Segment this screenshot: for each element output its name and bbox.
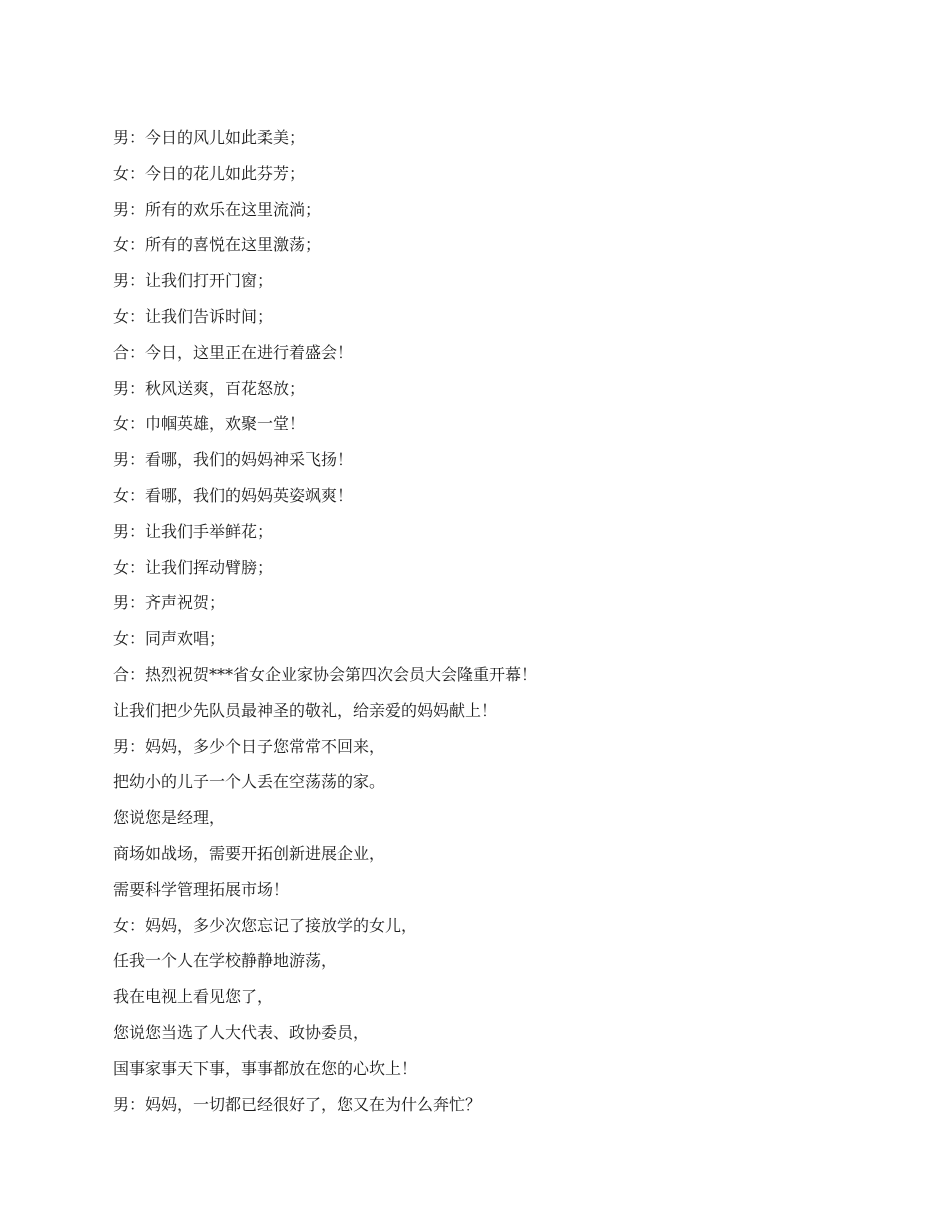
text-line: 男：妈妈，一切都已经很好了，您又在为什么奔忙？ bbox=[113, 1094, 482, 1114]
text-line: 女：看哪，我们的妈妈英姿飒爽！ bbox=[113, 485, 354, 505]
text-line: 男：让我们打开门窗； bbox=[113, 271, 274, 291]
text-line: 女：今日的花儿如此芬芳； bbox=[113, 163, 306, 183]
document-body bbox=[113, 120, 833, 1122]
text-line: 您说您是经理， bbox=[113, 808, 226, 828]
text-line: 需要科学管理拓展市场！ bbox=[113, 879, 290, 899]
text-line: 国事家事天下事，事事都放在您的心坎上！ bbox=[113, 1058, 418, 1078]
text-line: 男：所有的欢乐在这里流淌； bbox=[113, 199, 322, 219]
text-line: 把幼小的儿子一个人丢在空荡荡的家。 bbox=[113, 772, 386, 792]
text-line: 男：让我们手举鲜花； bbox=[113, 521, 274, 541]
text-line: 男：今日的风儿如此柔美； bbox=[113, 128, 306, 147]
text-line: 我在电视上看见您了， bbox=[113, 987, 274, 1007]
text-line: 男：秋风送爽，百花怒放； bbox=[113, 378, 306, 398]
text-line: 女：让我们挥动臂膀； bbox=[113, 557, 274, 577]
text-line: 商场如战场，需要开拓创新进展企业， bbox=[113, 843, 386, 863]
text-line: 男：齐声祝贺； bbox=[113, 593, 226, 613]
text-line: 女：妈妈，多少次您忘记了接放学的女儿， bbox=[113, 915, 418, 935]
text-line: 男：妈妈，多少个日子您常常不回来， bbox=[113, 736, 386, 756]
text-line: 女：让我们告诉时间； bbox=[113, 306, 274, 326]
text-line: 男：看哪，我们的妈妈神采飞扬！ bbox=[113, 450, 354, 470]
text-line: 合：今日，这里正在进行着盛会！ bbox=[113, 342, 354, 362]
text-line: 女：所有的喜悦在这里激荡； bbox=[113, 235, 322, 255]
text-line: 任我一个人在学校静静地游荡， bbox=[113, 951, 338, 971]
text-line: 让我们把少先队员最神圣的敬礼，给亲爱的妈妈献上！ bbox=[113, 700, 498, 720]
text-line: 您说您当选了人大代表、政协委员， bbox=[113, 1022, 370, 1042]
text-line: 女：巾帼英雄，欢聚一堂！ bbox=[113, 414, 306, 434]
text-line: 合：热烈祝贺***省女企业家协会第四次会员大会隆重开幕！ bbox=[113, 664, 538, 684]
text-line: 女：同声欢唱； bbox=[113, 629, 226, 649]
